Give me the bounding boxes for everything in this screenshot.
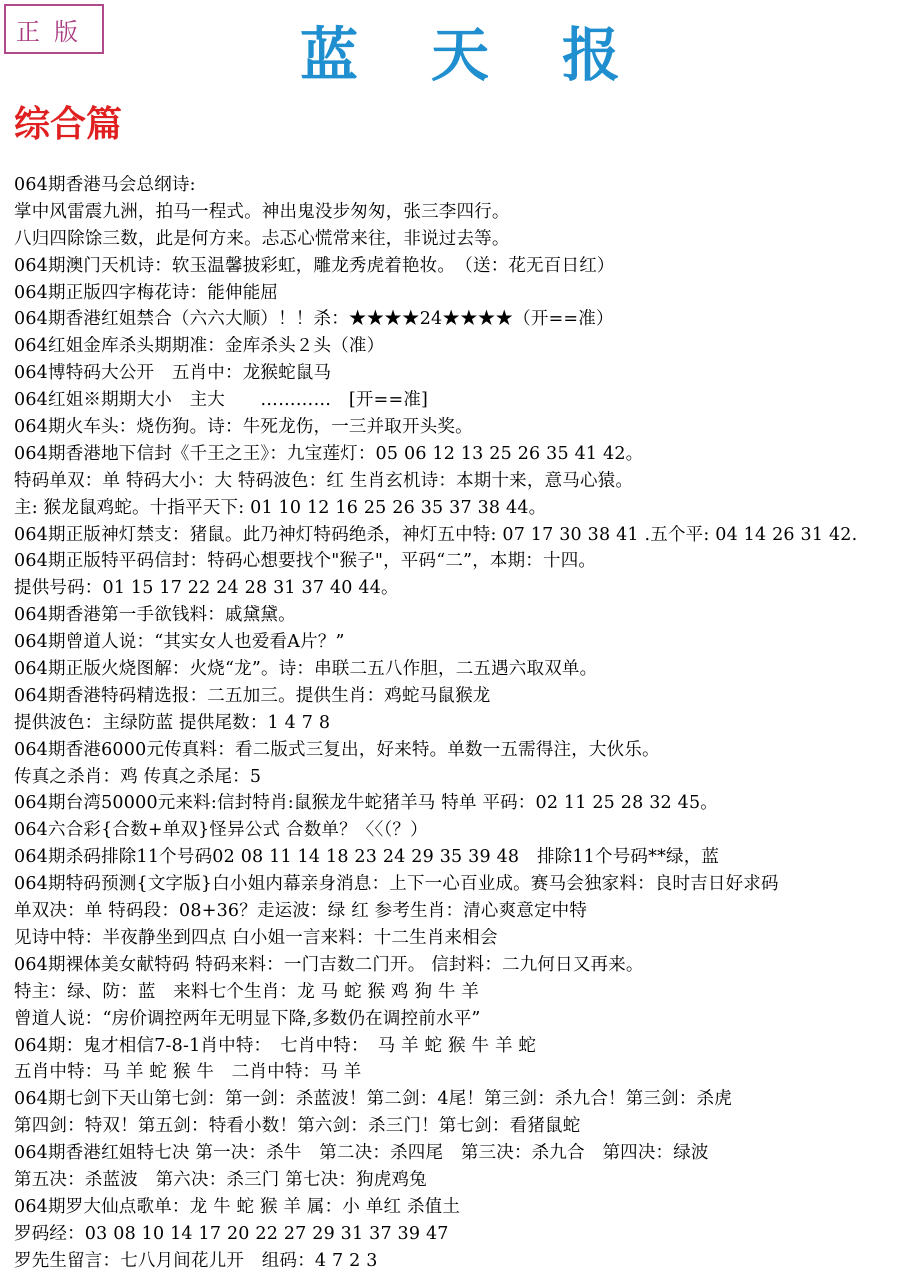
text-line: 064期香港红姐禁合（六六大顺）！！杀：★★★★24★★★★（开==准）	[14, 309, 614, 330]
text-line: 064期香港第一手欲钱料：戚黛黛。	[14, 605, 296, 626]
text-line: 单双决：单 特码段：08+36？走运波：绿 红 参考生肖：清心爽意定中特	[14, 901, 588, 922]
text-line: 064期正版火烧图解：火烧“龙”。诗：串联二五八作胆，二五遇六取双单。	[14, 659, 598, 680]
text-line: 064期正版特平码信封：特码心想要找个"猴子"，平码“二”，本期：十四。	[14, 551, 597, 572]
text-line: 064红姐※期期大小 主大 ………… [开==准]	[14, 390, 429, 411]
text-line: 罗码经：03 08 10 14 17 20 22 27 29 31 37 39 47	[14, 1223, 449, 1244]
text-line: 064期香港特码精选报：二五加三。提供生肖：鸡蛇马鼠猴龙	[14, 685, 491, 706]
text-line: 特码单双：单 特码大小：大 特码波色：红 生肖玄机诗：本期十来，意马心猿。	[14, 470, 634, 491]
text-line: 第四剑：特双！第五剑：特看小数！第六剑：杀三门！第七剑：看猪鼠蛇	[14, 1116, 581, 1137]
text-line: 064期：鬼才相信7-8-1肖中特： 七肖中特： 马 羊 蛇 猴 牛 羊 蛇	[14, 1035, 537, 1056]
text-line: 064期香港地下信封《千王之王》：九宝莲灯：05 06 12 13 25 26 35 41 42。	[14, 443, 644, 464]
text-line: 提供号码：01 15 17 22 24 28 31 37 40 44。	[14, 578, 399, 599]
masthead-title	[300, 10, 620, 90]
text-line: 064期香港红姐特七决 第一决：杀牛 第二决：杀四尾 第三决：杀九合 第四决：绿波	[14, 1143, 709, 1164]
text-line: 第五决：杀蓝波 第六决：杀三门 第七决：狗虎鸡兔	[14, 1169, 427, 1190]
text-line: 特主：绿、防：蓝 来料七个生肖：龙 马 蛇 猴 鸡 狗 牛 羊	[14, 981, 480, 1002]
text-line: 064期澳门天机诗：软玉温馨披彩虹，雕龙秀虎着艳妆。 （送：花无百日红）	[14, 255, 615, 276]
masthead-char: 天	[430, 21, 489, 89]
text-line: 064红姐金库杀头期期准：金库杀头２头（准）	[14, 336, 385, 357]
text-line: 064博特码大公开 五肖中：龙猴蛇鼠马	[14, 363, 332, 384]
text-line: 064期裸体美女献特码 特码来料：一门吉数二门开。 信封料：二九何日又再来。	[14, 954, 644, 975]
text-line: 曾道人说：“房价调控两年无明显下降,多数仍在调控前水平”	[14, 1008, 481, 1029]
text-line: 064期特码预测{文字版}白小姐内幕亲身消息：上下一心百业成。赛马会独家料：良时吉日好求码	[14, 874, 779, 895]
text-line: 064期曾道人说：“其实女人也爱看A片？”	[14, 632, 345, 653]
text-line: 五肖中特：马 羊 蛇 猴 牛 二肖中特：马 羊	[14, 1062, 362, 1083]
text-line: 提供波色：主绿防蓝 提供尾数：1 4 7 8	[14, 712, 331, 733]
masthead-char: 蓝	[300, 21, 359, 89]
section-title: 综合篇	[14, 103, 123, 145]
text-line: 主: 猴龙鼠鸡蛇。十指平天下: 01 10 12 16 25 26 35 37 38 44。	[14, 497, 547, 518]
text-line: 八归四除馀三数，此是何方来。忐忑心慌常来往，非说过去等。	[14, 228, 510, 249]
text-line: 064期罗大仙点歌单：龙 牛 蛇 猴 羊 属：小 单红 杀值土	[14, 1196, 461, 1217]
text-line: 064期台湾50000元来料:信封特肖:鼠猴龙牛蛇猪羊马 特单 平码：02 11 25 28 32 45。	[14, 793, 719, 814]
text-line: 064期香港6000元传真料：看二版式三复出，好来特。单数一五需得注，大伙乐。	[14, 739, 660, 760]
text-line: 064期正版四字梅花诗：能伸能屈	[14, 282, 279, 303]
text-line: 064期杀码排除11个号码02 08 11 14 18 23 24 29 35 39 48 排除11个号码**绿，蓝	[14, 847, 720, 868]
text-line: 064期七剑下天山第七剑：第一剑：杀蓝波！第二剑：4尾！第三剑：杀九合！第三剑：杀虎	[14, 1089, 732, 1110]
masthead-char: 报	[561, 21, 620, 89]
text-line: 传真之杀肖：鸡 传真之杀尾：5	[14, 766, 262, 787]
text-line: 064期正版神灯禁支：猪鼠。此乃神灯特码绝杀，神灯五中特: 07 17 30 38 41 .五个平: 04 14 26 31 42.	[14, 524, 858, 545]
text-line: 064期火车头：烧伤狗。诗：牛死龙伤，一三并取开头奖。	[14, 417, 473, 438]
text-line: 064期香港马会总纲诗:	[14, 175, 196, 195]
text-line: 掌中风雷震九洲，拍马一程式。神出鬼没步匆匆，张三李四行。	[14, 201, 510, 222]
text-line: 见诗中特：半夜静坐到四点 白小姐一言来料：十二生肖来相会	[14, 927, 498, 948]
content-lines	[14, 172, 894, 1275]
edition-badge: 正版	[4, 4, 104, 54]
text-line: 064六合彩{合数+单双}怪异公式 合数单？〈〈（？）	[14, 820, 428, 841]
text-line: 罗先生留言：七八月间花儿开 组码：4 7 2 3	[14, 1250, 378, 1271]
